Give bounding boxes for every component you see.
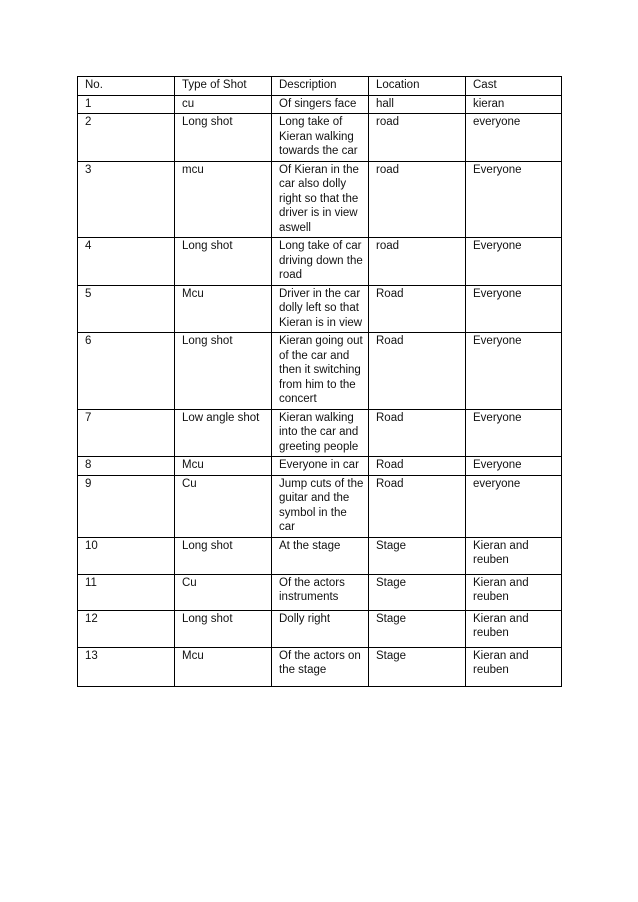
- cell-no: 5: [78, 285, 175, 333]
- cell-description: [272, 409, 369, 457]
- cell-no: 1: [78, 95, 175, 114]
- description-line: Of Kieran in the: [279, 163, 359, 176]
- description-line: guitar and the: [279, 492, 350, 504]
- cell-cast: [466, 114, 562, 162]
- description-line: At the stage: [279, 539, 341, 552]
- description-line: Long take of car: [279, 240, 362, 252]
- cast-line: Kieran and: [473, 539, 529, 552]
- cell-no: 4: [78, 238, 175, 286]
- cell-type-of-shot: mcu: [175, 161, 272, 238]
- cell-description: [272, 537, 369, 574]
- cell-cast: [466, 95, 562, 114]
- cell-type-of-shot: cu: [175, 95, 272, 114]
- description-line: instruments: [279, 591, 339, 603]
- description-line: Dolly right: [279, 612, 331, 625]
- description-line: concert: [279, 393, 317, 405]
- table-row: [78, 475, 562, 537]
- header-description: Description: [272, 77, 369, 96]
- cell-type-of-shot: Long shot: [175, 114, 272, 162]
- table-row: [78, 285, 562, 333]
- cast-line: Everyone: [473, 335, 522, 347]
- cell-location: Stage: [369, 610, 466, 647]
- description-line: Everyone in car: [279, 459, 359, 471]
- description-line: into the car and: [279, 426, 359, 438]
- header-location: Location: [369, 77, 466, 96]
- cast-line: reuben: [473, 554, 509, 566]
- cell-location: road: [369, 161, 466, 238]
- cell-location: road: [369, 238, 466, 286]
- cell-description: [272, 647, 369, 686]
- cell-cast: [466, 161, 562, 238]
- description-line: from him to the: [279, 378, 356, 391]
- cell-location: hall: [369, 95, 466, 114]
- cell-type-of-shot: Mcu: [175, 457, 272, 476]
- cast-line: Everyone: [473, 287, 522, 300]
- cell-location: Stage: [369, 537, 466, 574]
- cell-type-of-shot: Low angle shot: [175, 409, 272, 457]
- cell-location: Road: [369, 475, 466, 537]
- description-line: driver is in view: [279, 207, 358, 219]
- cell-no: 7: [78, 409, 175, 457]
- cell-type-of-shot: Cu: [175, 574, 272, 610]
- cell-description: [272, 238, 369, 286]
- table-row: [78, 333, 562, 410]
- description-line: Kieran walking: [279, 130, 354, 143]
- table-row: [78, 610, 562, 647]
- cast-line: Kieran and: [473, 612, 529, 625]
- table-row: [78, 238, 562, 286]
- cell-description: [272, 285, 369, 333]
- table-row: [78, 114, 562, 162]
- cast-line: Everyone: [473, 411, 522, 424]
- cast-line: kieran: [473, 97, 505, 110]
- description-line: of the car and: [279, 349, 350, 362]
- description-line: symbol in the car: [279, 506, 347, 533]
- cast-line: everyone: [473, 477, 521, 490]
- cell-location: Stage: [369, 647, 466, 686]
- header-type-of-shot: Type of Shot: [175, 77, 272, 96]
- cell-cast: [466, 409, 562, 457]
- cast-line: everyone: [473, 116, 521, 128]
- cell-no: 2: [78, 114, 175, 162]
- cell-cast: [466, 647, 562, 686]
- table-row: [78, 537, 562, 574]
- description-line: Jump cuts of the: [279, 477, 364, 490]
- description-line: the stage: [279, 664, 327, 676]
- description-line: Long take of: [279, 116, 343, 128]
- cell-description: [272, 114, 369, 162]
- cell-description: [272, 457, 369, 476]
- cell-description: [272, 333, 369, 410]
- cell-cast: [466, 457, 562, 476]
- description-line: Kieran walking: [279, 411, 354, 424]
- description-line: Of singers face: [279, 97, 357, 110]
- table-row: [78, 95, 562, 114]
- cell-no: 6: [78, 333, 175, 410]
- description-line: Of the actors on: [279, 649, 361, 662]
- cell-cast: [466, 333, 562, 410]
- cell-no: 10: [78, 537, 175, 574]
- description-line: aswell: [279, 221, 311, 234]
- cast-line: Kieran and: [473, 649, 529, 662]
- description-line: Driver in the car: [279, 287, 361, 300]
- description-line: driving down the: [279, 254, 363, 267]
- cast-line: Everyone: [473, 163, 522, 176]
- cell-type-of-shot: Mcu: [175, 285, 272, 333]
- cell-cast: [466, 574, 562, 610]
- table-row: [78, 457, 562, 476]
- table-row: [78, 409, 562, 457]
- cell-cast: [466, 537, 562, 574]
- cell-type-of-shot: Long shot: [175, 610, 272, 647]
- cell-type-of-shot: Long shot: [175, 238, 272, 286]
- cell-cast: [466, 610, 562, 647]
- description-line: then it switching: [279, 364, 361, 376]
- table-row: [78, 574, 562, 610]
- table-body: [78, 95, 562, 686]
- header-cast: Cast: [466, 77, 562, 96]
- cell-cast: [466, 238, 562, 286]
- description-line: Kieran is in view: [279, 316, 363, 329]
- cell-location: Road: [369, 333, 466, 410]
- cell-type-of-shot: Long shot: [175, 333, 272, 410]
- cell-location: Road: [369, 409, 466, 457]
- cell-description: [272, 610, 369, 647]
- description-line: greeting people: [279, 440, 359, 453]
- description-line: Of the actors: [279, 576, 345, 589]
- cell-description: [272, 95, 369, 114]
- cell-description: [272, 161, 369, 238]
- description-line: right so that the: [279, 192, 359, 205]
- table-row: [78, 161, 562, 238]
- cell-no: 11: [78, 574, 175, 610]
- description-line: car also dolly: [279, 178, 347, 190]
- cell-no: 8: [78, 457, 175, 476]
- cell-cast: [466, 285, 562, 333]
- cell-no: 9: [78, 475, 175, 537]
- cell-location: road: [369, 114, 466, 162]
- cell-no: 12: [78, 610, 175, 647]
- cell-location: Road: [369, 285, 466, 333]
- table-row: [78, 647, 562, 686]
- description-line: Kieran going out: [279, 335, 363, 347]
- cell-no: 13: [78, 647, 175, 686]
- cast-line: reuben: [473, 664, 509, 676]
- cast-line: Everyone: [473, 459, 522, 471]
- cell-location: Road: [369, 457, 466, 476]
- cast-line: Everyone: [473, 240, 522, 252]
- description-line: road: [279, 269, 303, 281]
- description-line: towards the car: [279, 145, 358, 157]
- cast-line: reuben: [473, 591, 509, 603]
- cell-location: Stage: [369, 574, 466, 610]
- cell-cast: [466, 475, 562, 537]
- description-line: dolly left so that: [279, 302, 359, 314]
- cell-description: [272, 574, 369, 610]
- cell-type-of-shot: Mcu: [175, 647, 272, 686]
- cell-description: [272, 475, 369, 537]
- cell-type-of-shot: Long shot: [175, 537, 272, 574]
- cast-line: reuben: [473, 627, 509, 639]
- cast-line: Kieran and: [473, 576, 529, 589]
- cell-type-of-shot: Cu: [175, 475, 272, 537]
- shot-list-table: [77, 76, 562, 687]
- cell-no: 3: [78, 161, 175, 238]
- header-row: [78, 77, 562, 96]
- header-no: No.: [78, 77, 175, 96]
